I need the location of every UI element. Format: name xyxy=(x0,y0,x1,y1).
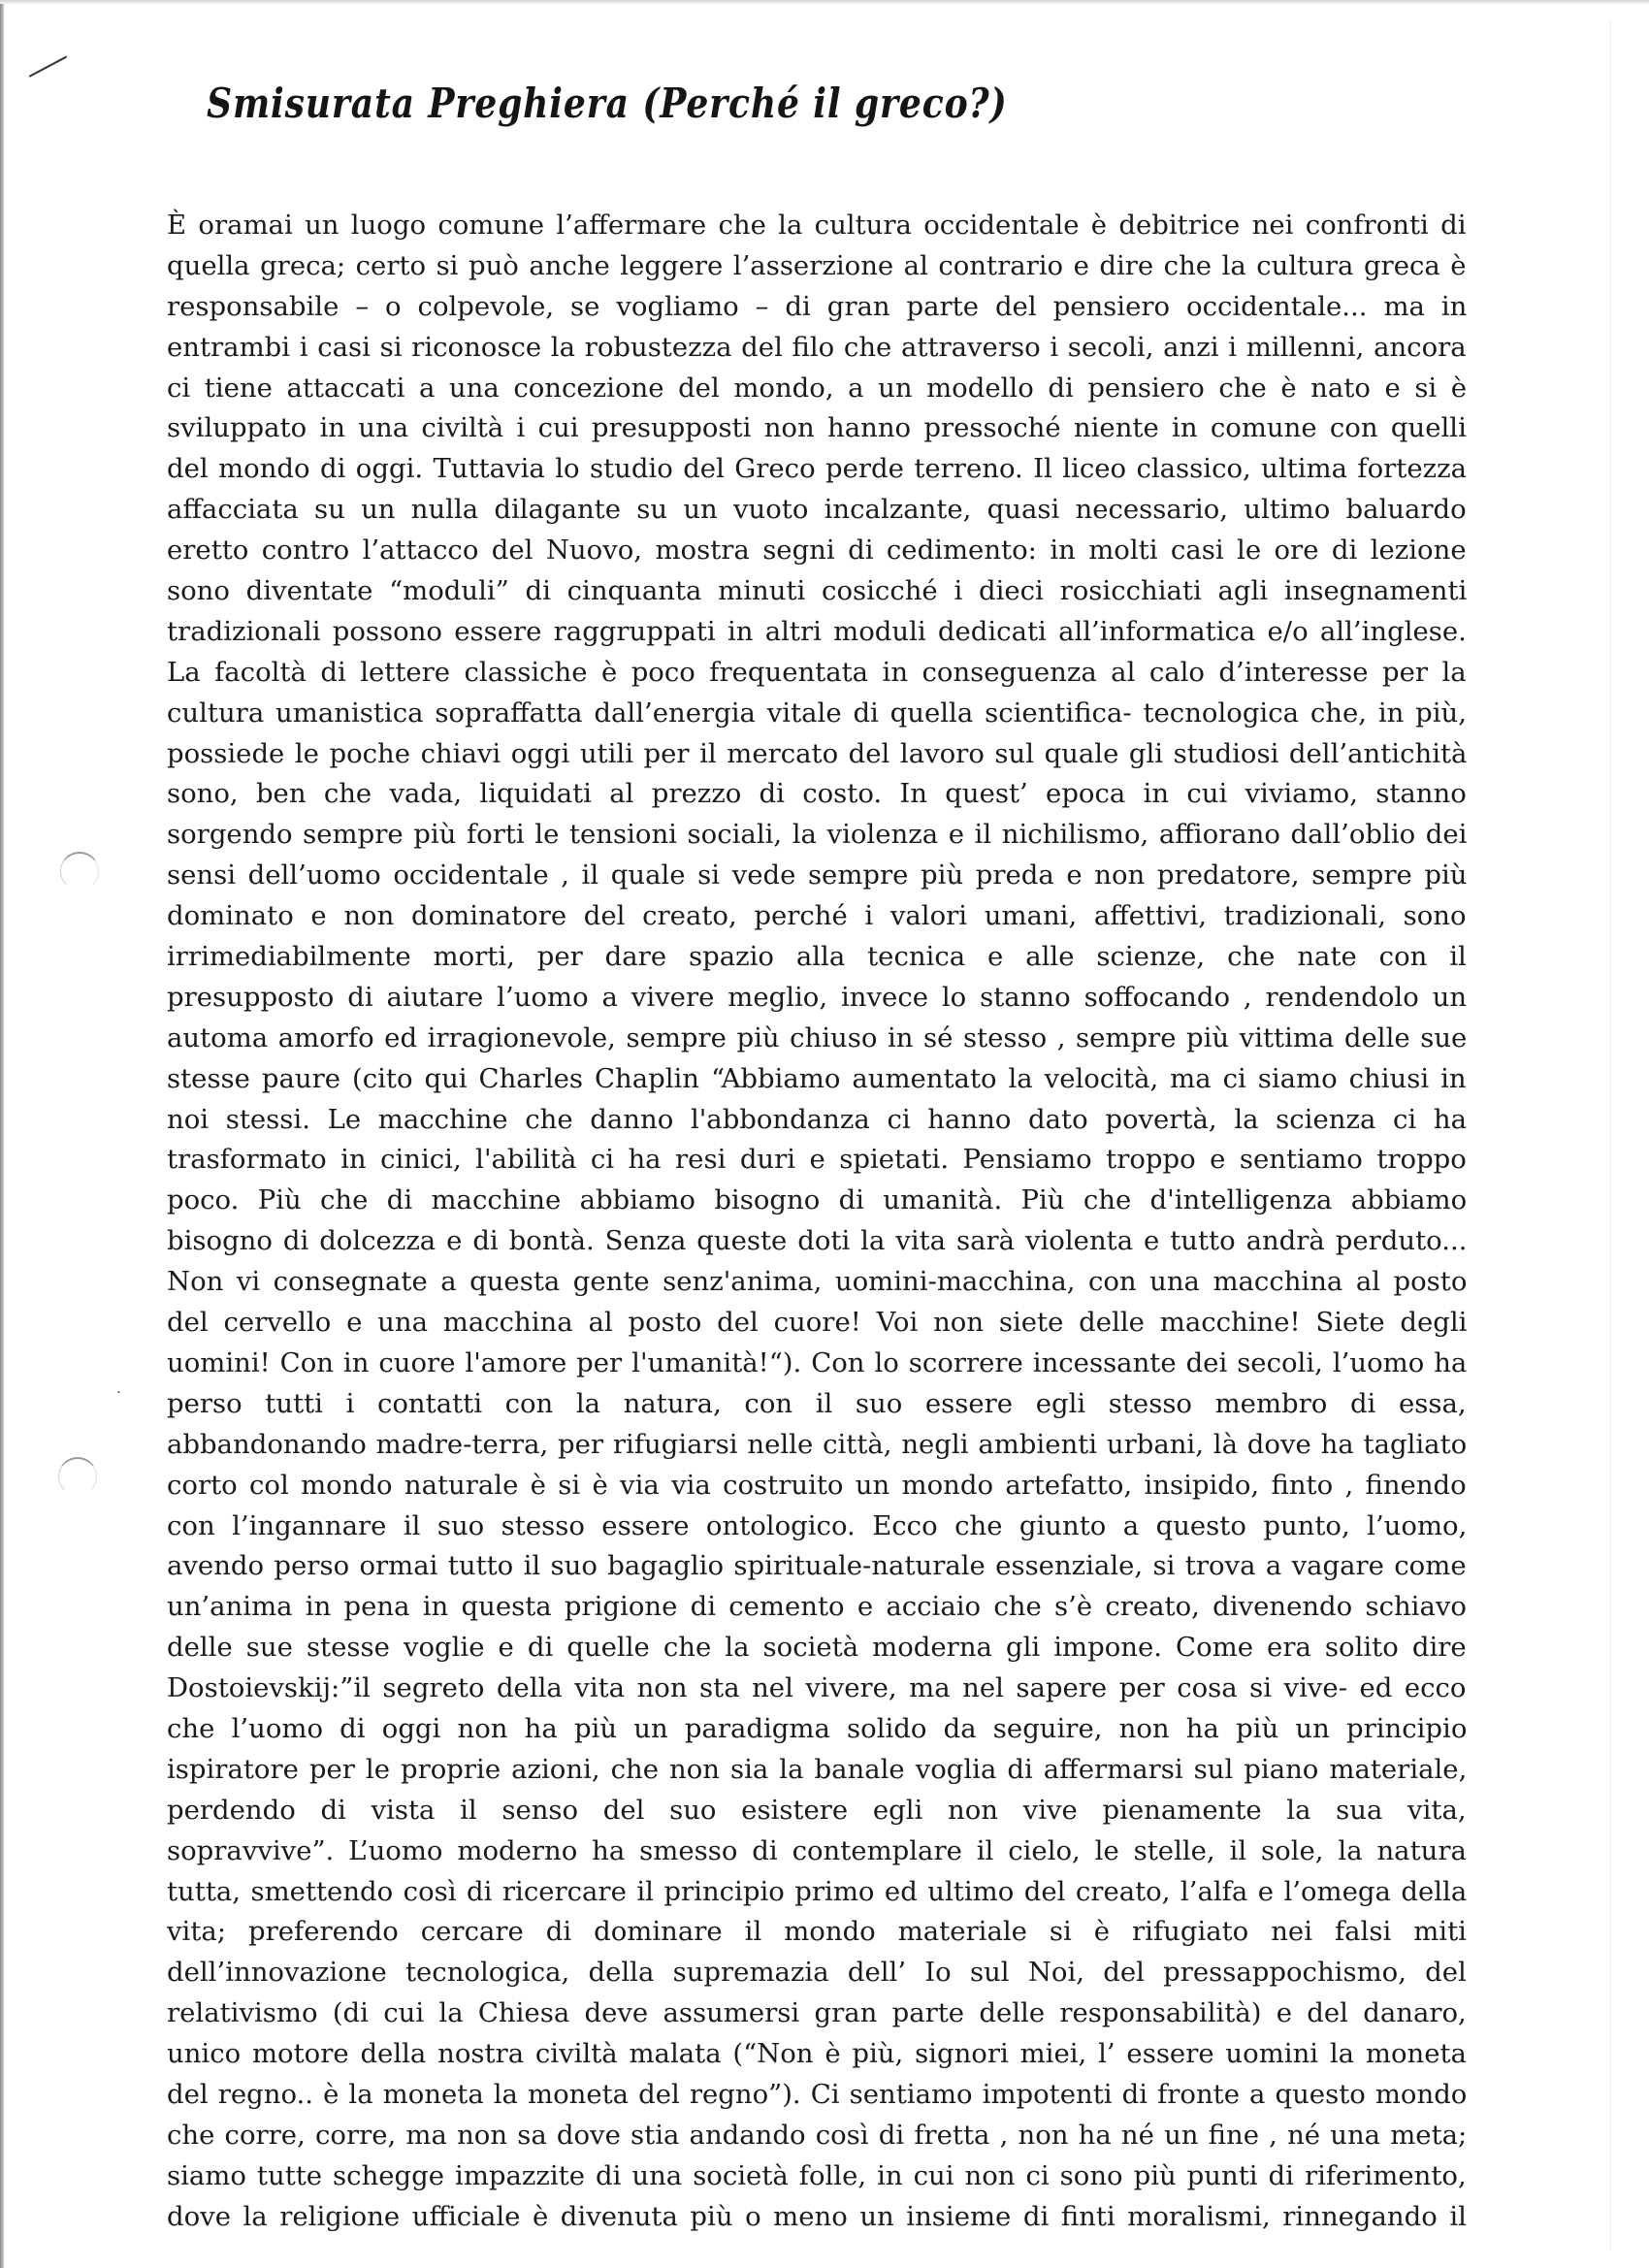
text-line: Dostoievskij:”il segreto della vita non sta nel vivere, ma nel sapere per cosa si vive- ed ecco xyxy=(167,1672,1467,1704)
text-line: dominato e non dominatore del creato, perché i valori umani, affettivi, tradizionali, sono xyxy=(167,900,1467,932)
text-line: poco. Più che di macchine abbiamo bisogno di umanità. Più che d'intelligenza abbiamo xyxy=(167,1184,1468,1216)
text-line: sono diventate “moduli” di cinquanta minuti cosicché i dieci rosicchiati agli insegnamenti xyxy=(167,575,1468,607)
text-line: sopravvive”. L’uomo moderno ha smesso di contemplare il cielo, le stelle, il sole, la natura xyxy=(167,1834,1467,1866)
document-body xyxy=(167,206,1467,2238)
text-line: corto col mondo naturale è si è via via costruito un mondo artefatto, insipido, finto , finendo xyxy=(167,1469,1467,1501)
text-line: stesse paure (cito qui Charles Chaplin “Abbiamo aumentato la velocità, ma ci siamo chiusi in xyxy=(167,1062,1467,1094)
text-line: delle sue stesse voglie e di quelle che la società moderna gli impone. Come era solito dire xyxy=(167,1632,1467,1664)
document-title: Smisurata Preghiera (Perché il greco?) xyxy=(207,80,1008,127)
text-line: perdendo di vista il senso del suo esistere egli non vive pienamente la sua vita, xyxy=(167,1794,1467,1826)
text-line: irrimediabilmente morti, per dare spazio alla tecnica e alle scienze, che nate con il xyxy=(167,941,1467,973)
text-line: possiede le poche chiavi oggi utili per il mercato del lavoro sul quale gli studiosi dell’antichità xyxy=(167,737,1468,769)
text-line: quella greca; certo si può anche leggere l’asserzione al contrario e dire che la cultura greca è xyxy=(167,249,1467,281)
text-line: noi stessi. Le macchine che danno l'abbondanza ci hanno dato povertà, la scienza ci ha xyxy=(167,1103,1467,1135)
scan-top-edge xyxy=(0,0,1649,4)
punch-hole-mark xyxy=(58,1457,97,1496)
text-line: vita; preferendo cercare di dominare il mondo materiale si è rifugiato nei falsi miti xyxy=(167,1916,1467,1948)
text-line: sviluppato in una civiltà i cui presupposti non hanno pressoché niente in comune con quelli xyxy=(167,412,1467,444)
text-line: cultura umanistica sopraffatta dall’energia vitale di quella scientifica- tecnologica che, in più, xyxy=(167,697,1468,729)
text-line: relativismo (di cui la Chiesa deve assumersi gran parte delle responsabilità) e del danaro, xyxy=(167,1997,1467,2029)
text-line: ci tiene attaccati a una concezione del mondo, a un modello di pensiero che è nato e si è xyxy=(167,372,1468,404)
text-line: tutta, smettendo così di ricercare il principio primo ed ultimo del creato, l’alfa e l’omega della xyxy=(167,1875,1468,1907)
text-line: sono, ben che vada, liquidati al prezzo di costo. In quest’ epoca in cui viviamo, stanno xyxy=(167,778,1467,810)
text-line: presupposto di aiutare l’uomo a vivere meglio, invece lo stanno soffocando , rendendolo un xyxy=(167,981,1468,1013)
text-line: siamo tutte schegge impazzite di una società folle, in cui non ci sono più punti di riferimento, xyxy=(167,2159,1467,2191)
text-line: trasformato in cinici, l'abilità ci ha resi duri e spietati. Pensiamo troppo e sentiamo troppo xyxy=(167,1144,1467,1176)
text-line: entrambi i casi si riconosce la robustezza del filo che attraverso i secoli, anzi i millenni, ancora xyxy=(167,331,1467,363)
text-line: del mondo di oggi. Tuttavia lo studio del Greco perde terreno. Il liceo classico, ultima fortezza xyxy=(167,453,1467,485)
text-line: Non vi consegnate a questa gente senz'anima, uomini-macchina, con una macchina al posto xyxy=(167,1266,1468,1298)
text-line: responsabile – o colpevole, se vogliamo – di gran parte del pensiero occidentale... ma in xyxy=(167,290,1468,322)
text-line: che l’uomo di oggi non ha più un paradigma solido da seguire, non ha più un principio xyxy=(167,1712,1468,1744)
text-line: dove la religione ufficiale è divenuta più o meno un insieme di finti moralismi, rinnegando il xyxy=(167,2200,1467,2232)
text-line: unico motore della nostra civiltà malata (“Non è più, signori miei, l’ essere uomini la moneta xyxy=(167,2038,1467,2070)
text-line: con l’ingannare il suo stesso essere ontologico. Ecco che giunto a questo punto, l’uomo, xyxy=(167,1509,1468,1541)
text-line: ispiratore per le proprie azioni, che non sia la banale voglia di affermarsi sul piano materiale, xyxy=(167,1753,1468,1785)
text-line: dell’innovazione tecnologica, della supremazia dell’ Io sul Noi, del pressappochismo, del xyxy=(167,1957,1467,1989)
text-line: abbandonando madre-terra, per rifugiarsi nelle città, negli ambienti urbani, là dove ha tagliato xyxy=(167,1428,1468,1460)
punch-hole-mark xyxy=(60,852,99,891)
text-line: perso tutti i contatti con la natura, con il suo essere egli stesso membro di essa, xyxy=(167,1387,1467,1419)
text-line: bisogno di dolcezza e di bontà. Senza queste doti la vita sarà violenta e tutto andrà perduto... xyxy=(167,1225,1468,1257)
text-line: La facoltà di lettere classiche è poco frequentata in conseguenza al calo d’interesse per la xyxy=(167,656,1467,688)
text-line: del regno.. è la moneta la moneta del regno”). Ci sentiamo impotenti di fronte a questo mondo xyxy=(167,2078,1468,2110)
text-line: del cervello e una macchina al posto del cuore! Voi non siete delle macchine! Siete degli xyxy=(167,1307,1468,1339)
scan-right-fold xyxy=(1610,19,1611,2251)
text-line: un’anima in pena in questa prigione di cemento e acciaio che s’è creato, divenendo schiavo xyxy=(167,1591,1467,1623)
text-line: uomini! Con in cuore l'amore per l'umanità!“). Con lo scorrere incessante dei secoli, l’uomo ha xyxy=(167,1346,1468,1378)
text-line: È oramai un luogo comune l’affermare che la cultura occidentale è debitrice nei confronti di xyxy=(167,210,1467,241)
text-line: tradizionali possono essere raggruppati in altri moduli dedicati all’informatica e/o all’inglese. xyxy=(167,615,1467,647)
text-line: che corre, corre, ma non sa dove stia andando così di fretta , non ha né un fine , né una meta; xyxy=(167,2119,1468,2151)
scan-speck xyxy=(117,1391,120,1393)
text-line: sorgendo sempre più forti le tensioni sociali, la violenza e il nichilismo, affiorano dall’oblio dei xyxy=(167,819,1468,851)
text-line: sensi dell’uomo occidentale , il quale si vede sempre più preda e non predatore, sempre più xyxy=(167,859,1468,891)
pen-mark xyxy=(29,55,68,77)
text-line: affacciata su un nulla dilagante su un vuoto incalzante, quasi necessario, ultimo baluardo xyxy=(167,494,1467,526)
text-line: avendo perso ormai tutto il suo bagaglio spirituale-naturale essenziale, si trova a vagare come xyxy=(167,1550,1467,1582)
scan-left-edge xyxy=(0,0,4,2268)
text-line: eretto contro l’attacco del Nuovo, mostra segni di cedimento: in molti casi le ore di lezione xyxy=(167,535,1467,567)
text-line: automa amorfo ed irragionevole, sempre più chiuso in sé stesso , sempre più vittima delle sue xyxy=(167,1021,1468,1053)
